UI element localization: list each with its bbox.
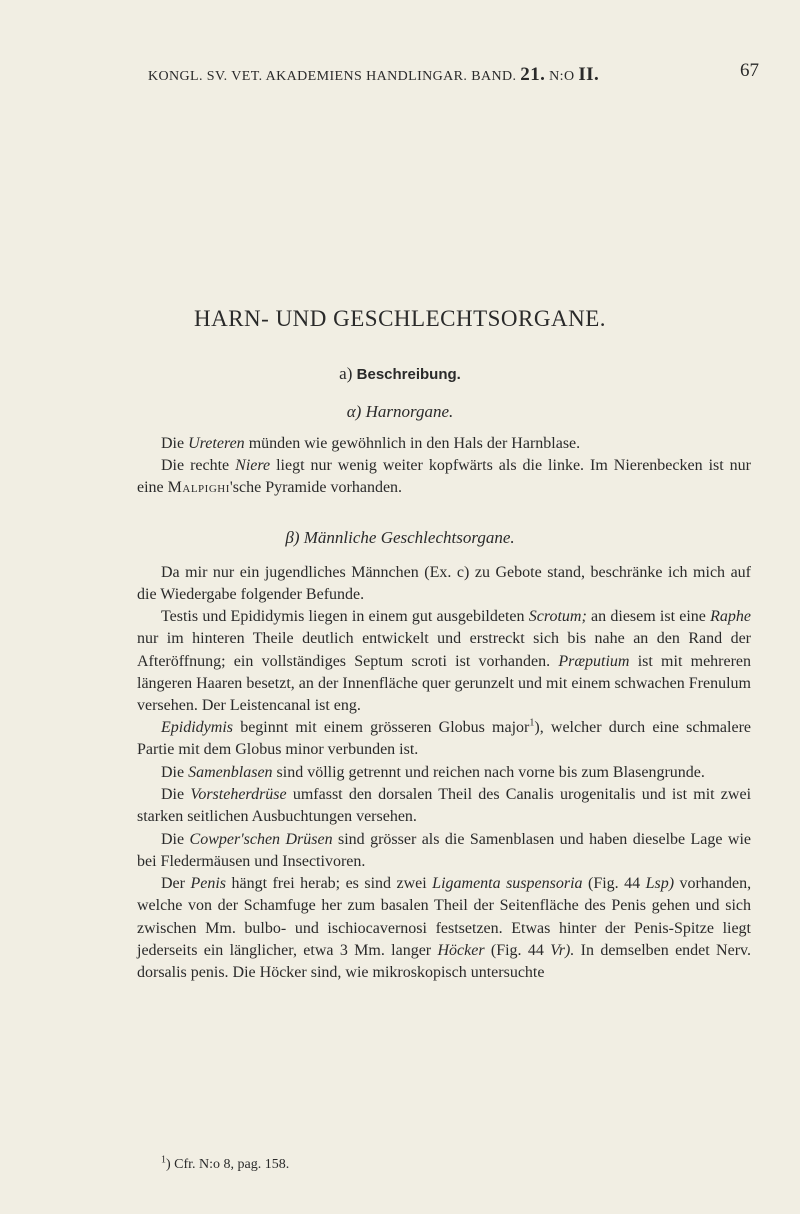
text: vorhanden, welche von der Schamfuge her zum basalen Theil der Seitenfläche des Penis gehen und sich zwischen Mm. bulbo- und ischiocavernosi festsetzen. Etwas hinter der Penis-Spitze liegt jederseits ein länglicher, etwa 3 Mm. langer: [137, 875, 752, 959]
text: 'sche Pyramide vorhanden.: [229, 479, 403, 497]
text: (Fig. 44: [588, 875, 641, 892]
text: (Fig. 44: [490, 941, 544, 959]
footnote-marker: 1: [529, 717, 535, 729]
paragraph-niere: [137, 455, 751, 500]
subsection-label: α): [346, 402, 362, 421]
page-number: 67: [740, 60, 759, 81]
text: liegt nur wenig weiter kopfwärts als die linke. Im Nierenbecken ist nur eine: [137, 457, 752, 497]
term-samenblasen: Samenblasen: [188, 764, 273, 781]
text: Die: [161, 831, 185, 848]
text: Die: [161, 764, 185, 781]
section-label: a): [339, 364, 353, 383]
paragraph-cowper: [137, 829, 751, 874]
paragraph-intro: [137, 562, 751, 607]
text: nur im hinteren Theile deutlich entwickelt und erstreckt sich bis nahe an den Rand der Afteröffnung; ein vollständiges Septum scroti ist vorhanden.: [137, 630, 751, 670]
paragraph-testis: [137, 606, 751, 717]
text: Die: [161, 786, 185, 803]
text: ist mit mehreren längeren Haaren besetzt, an der Innenfläche quer gerunzelt und mit einem schwachen Frenulum versehen. Der Leistencanal ist eng.: [137, 652, 752, 715]
term-epididymis: Epididymis: [161, 719, 233, 736]
text: hängt frei herab; es sind zwei: [231, 875, 427, 892]
subsection-heading-beta: [0, 528, 800, 548]
footnote-mark: 1: [161, 1154, 166, 1166]
paragraph-vorsteherdruese: [137, 784, 751, 829]
text: In demselben endet Nerv. dorsalis penis. Die Höcker sind, wie mikroskopisch untersuchte: [137, 941, 751, 982]
term-raphe: Raphe: [710, 608, 752, 625]
term-niere: Niere: [235, 457, 271, 474]
term-ureteren: Ureteren: [188, 435, 245, 452]
text: Da mir nur ein jugendliches Männchen (Ex. c) zu Gebote stand, beschränke ich mich auf die Wiedergabe folgender Befunde.: [137, 564, 751, 604]
volume-number: 21.: [520, 64, 546, 85]
text: sind völlig getrennt und reichen nach vorne bis zum Blasengrunde.: [276, 764, 705, 781]
subsection-heading-alpha: [0, 402, 800, 422]
text: an diesem ist eine: [591, 608, 706, 625]
term-hoecker: Höcker: [437, 941, 485, 959]
text: Testis und Epididymis liegen in einem gut ausgebildeten: [161, 608, 525, 625]
name-malpighi: Malpighi: [167, 479, 230, 497]
subsection-title: Männliche Geschlechtsorgane.: [303, 528, 515, 547]
figure-ref-vr: Vr).: [550, 941, 575, 959]
term-penis: Penis: [190, 875, 226, 892]
paragraph-epididymis: [137, 717, 751, 762]
text: beginnt mit einem grösseren Globus major: [240, 719, 530, 736]
paragraph-samenblasen: [137, 762, 751, 784]
term-ligamenta: Ligamenta suspensoria: [432, 875, 583, 892]
paragraph-penis: [137, 873, 751, 984]
text: umfasst den dorsalen Theil des Canalis urogenitalis und ist mit zwei starken seitlichen Ausbuchtungen versehen.: [137, 786, 752, 826]
running-head: [148, 64, 758, 86]
text: Die: [161, 435, 185, 452]
subsection-label: β): [285, 528, 300, 547]
figure-ref-lsp: Lsp): [645, 875, 675, 892]
text: ), welcher durch eine schmalere Partie mit dem Globus minor verbunden ist.: [137, 719, 752, 759]
term-scrotum: Scrotum;: [528, 608, 587, 625]
term-praeputium: Præputium: [558, 652, 630, 670]
text: sind grösser als die Samenblasen und haben dieselbe Lage wie bei Fledermäusen und Insectivoren.: [137, 831, 752, 871]
term-cowper-druesen: Cowper'schen Drüsen: [189, 831, 333, 848]
section-heading-a: [0, 364, 800, 384]
number-value: II.: [578, 64, 600, 85]
chapter-title: HARN- UND GESCHLECHTSORGANE.: [193, 306, 607, 331]
footnote: [161, 1154, 290, 1173]
text: münden wie gewöhnlich in den Hals der Harnblase.: [248, 435, 581, 452]
footnote-text: ) Cfr. N:o 8, pag. 158.: [166, 1157, 290, 1172]
text: Der: [161, 875, 185, 892]
section-title: Beschreibung.: [356, 366, 461, 383]
text: Die rechte: [161, 457, 230, 474]
subsection-title: Harnorgane.: [365, 402, 454, 421]
paragraph-ureteren: [137, 433, 751, 455]
number-label: N:O: [549, 69, 575, 84]
running-head-prefix: KONGL. SV. VET. AKADEMIENS HANDLINGAR. BAND.: [148, 69, 517, 84]
term-vorsteherdruese: Vorsteherdrüse: [190, 786, 287, 803]
